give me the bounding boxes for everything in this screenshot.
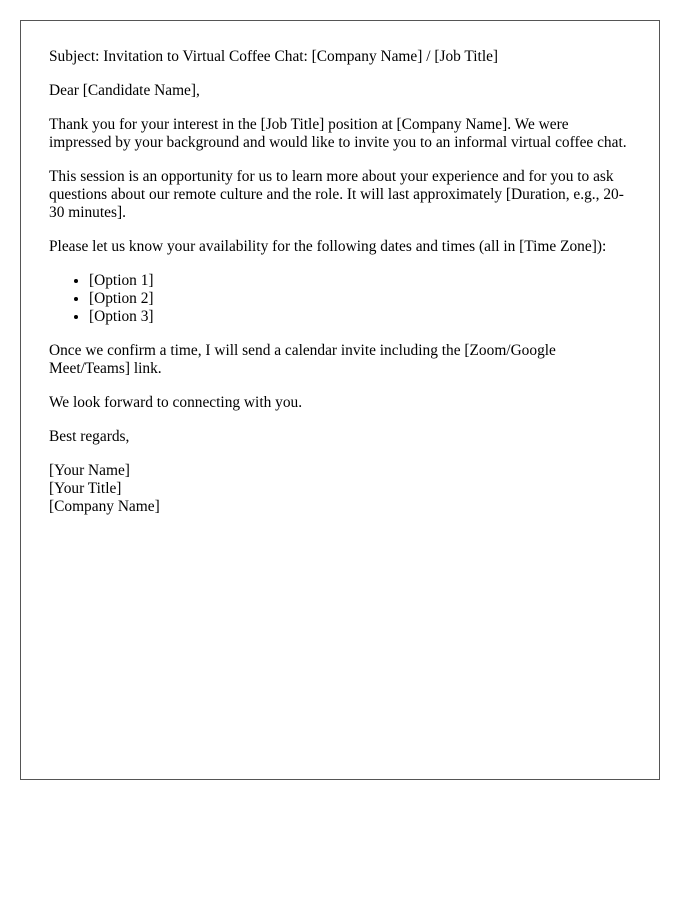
greeting: Dear [Candidate Name], (49, 82, 200, 99)
body-paragraph: Once we confirm a time, I will send a calendar invite including the [Zoom/Google Meet/Teams] link. (49, 342, 556, 377)
letter-page (20, 20, 660, 780)
subject-line: Subject: Invitation to Virtual Coffee Chat: [Company Name] / [Job Title] (49, 48, 499, 65)
closing: Best regards, (49, 428, 130, 445)
body-paragraph: This session is an opportunity for us to learn more about your experience and for you to ask questions about our remote culture and the role. It will last approximately [Duration, e.g., 20-30 minutes]. (49, 168, 624, 221)
body-paragraph: Thank you for your interest in the [Job Title] position at [Company Name]. We were impressed by your background and would like to invite you to an informal virtual coffee chat. (49, 116, 627, 151)
body-paragraph: Please let us know your availability for the following dates and times (all in [Time Zone]): (49, 238, 607, 255)
signature-name: [Your Name] (49, 462, 130, 479)
signature-title: [Your Title] (49, 480, 122, 497)
availability-options-list (49, 272, 631, 326)
signature-block (49, 462, 631, 516)
list-item: • [Option 1] (89, 272, 631, 290)
list-item: • [Option 2] (89, 290, 631, 308)
list-item: • [Option 3] (89, 308, 631, 326)
signature-company: [Company Name] (49, 498, 160, 515)
body-paragraph: We look forward to connecting with you. (49, 394, 303, 411)
